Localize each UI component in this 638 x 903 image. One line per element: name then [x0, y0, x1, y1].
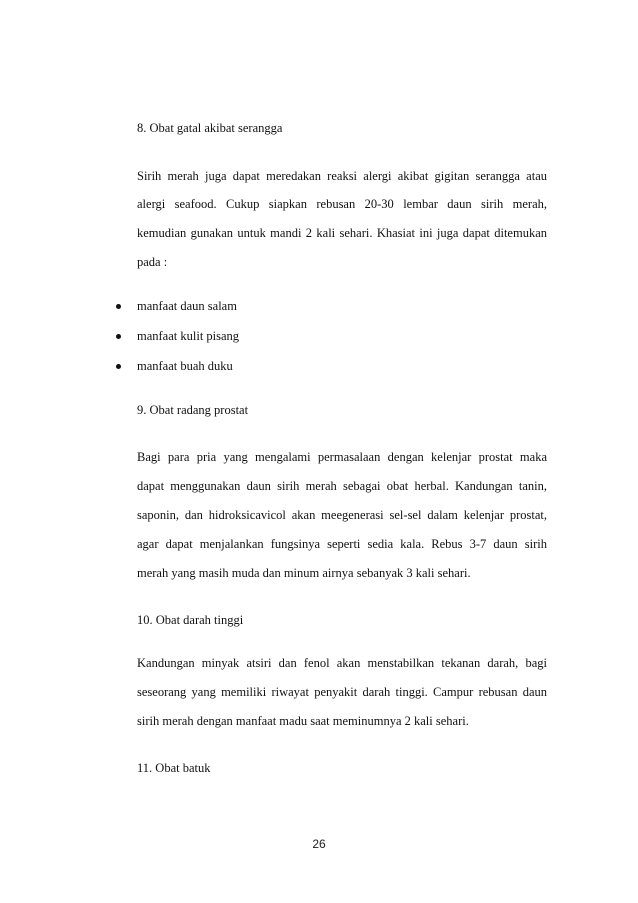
section-8-line-4: pada :: [137, 255, 168, 269]
list-item-label: manfaat buah duku: [137, 359, 233, 373]
section-9-heading: 9. Obat radang prostat: [137, 403, 249, 417]
section-10-line-2: seseorang yang memiliki riwayat penyakit darah tinggi. Campur rebusan daun: [137, 685, 547, 699]
section-8-heading: 8. Obat gatal akibat serangga: [137, 121, 283, 135]
section-8-line-3: kemudian gunakan untuk mandi 2 kali sehari. Khasiat ini juga dapat ditemukan: [137, 226, 547, 240]
section-9-line-2: dapat menggunakan daun sirih merah sebagai obat herbal. Kandungan tanin,: [137, 479, 547, 493]
section-8-line-2: alergi seafood. Cukup siapkan rebusan 20-30 lembar daun sirih merah,: [137, 197, 547, 211]
section-9-line-5: merah yang masih muda dan minum airnya sebanyak 3 kali sehari.: [137, 566, 471, 580]
bullet-icon: [116, 304, 121, 309]
list-item-label: manfaat kulit pisang: [137, 329, 240, 343]
bullet-icon: [116, 364, 121, 369]
section-9-line-4: agar dapat menjalankan fungsinya seperti sedia kala. Rebus 3-7 daun sirih: [137, 537, 547, 551]
section-10-heading: 10. Obat darah tinggi: [137, 613, 244, 627]
section-8-line-1: Sirih merah juga dapat meredakan reaksi alergi akibat gigitan serangga atau: [137, 169, 547, 183]
section-11-heading: 11. Obat batuk: [137, 761, 211, 775]
page-number: 26: [312, 837, 326, 851]
list-item-label: manfaat daun salam: [137, 299, 237, 313]
section-10-line-3: sirih merah dengan manfaat madu saat meminumnya 2 kali sehari.: [137, 714, 469, 728]
section-10-line-1: Kandungan minyak atsiri dan fenol akan menstabilkan tekanan darah, bagi: [137, 656, 547, 670]
section-9-line-3: saponin, dan hidroksicavicol akan meegenerasi sel-sel dalam kelenjar prostat,: [137, 508, 547, 522]
bullet-icon: [116, 334, 121, 339]
section-9-line-1: Bagi para pria yang mengalami permasalaan dengan kelenjar prostat maka: [137, 450, 547, 464]
